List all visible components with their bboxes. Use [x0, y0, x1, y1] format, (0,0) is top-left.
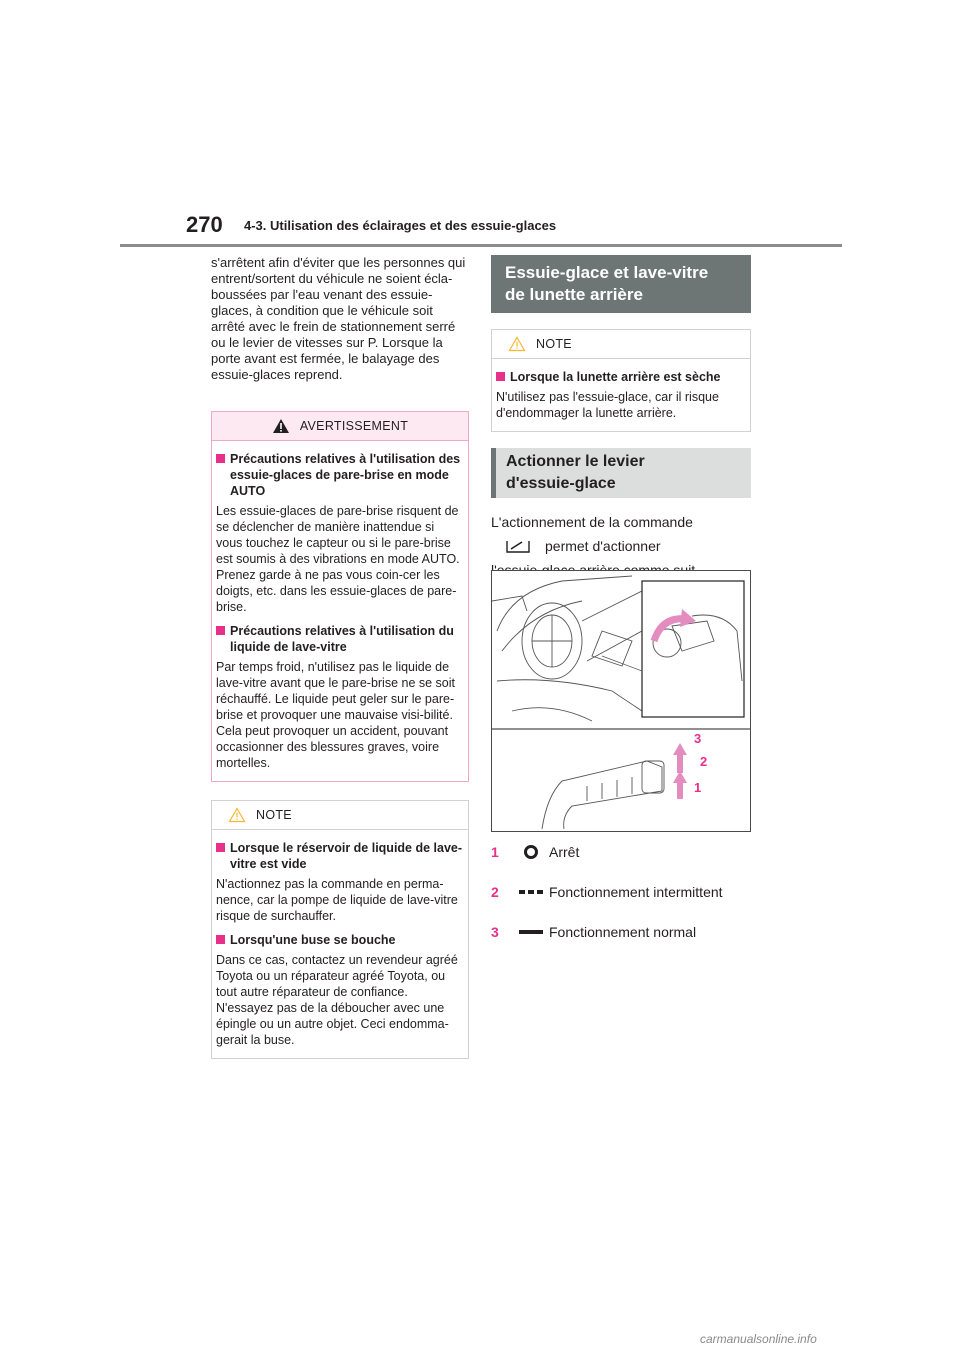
rear-note-header: [492, 330, 750, 359]
solid-bar-icon: [519, 925, 543, 939]
rear-note-box: [491, 329, 751, 432]
off-ring-icon: [519, 845, 543, 859]
figure-label-2: 2: [700, 754, 708, 769]
list-text: Fonctionnement intermittent: [549, 884, 723, 900]
list-item: [491, 922, 751, 942]
wiper-lever-illustration: [492, 571, 750, 831]
list-item: [491, 842, 751, 862]
note-item-title-text: Lorsqu'une buse se bouche: [230, 933, 396, 947]
rear-wiper-heading-line: Essuie-glace et lave-vitre: [505, 263, 709, 282]
warning-box-header: [212, 412, 468, 441]
bullet-square-icon: [216, 454, 225, 463]
rear-wiper-heading-line: de lunette arrière: [505, 285, 643, 304]
warning-box-body: [212, 441, 468, 781]
page-number: 270: [186, 212, 223, 237]
rear-wiper-icon: [505, 538, 531, 554]
rear-note-text: N'utilisez pas l'essuie-glace, car il risque d'endommager la lunette arrière.: [496, 390, 719, 420]
rear-wiper-heading: [491, 255, 751, 313]
list-text: Arrêt: [549, 844, 580, 860]
list-item: [491, 882, 751, 902]
lever-paragraph-line-icon: [491, 534, 751, 558]
warning-label: AVERTISSEMENT: [299, 419, 409, 433]
caution-outline-icon: [228, 807, 246, 823]
right-column: [491, 255, 751, 582]
header-rule: [120, 244, 842, 247]
note-item-text: N'actionnez pas la commande en perma-nence, car la pompe de liquide de lave-vitre risque de surchauffer.: [216, 877, 458, 923]
note-box-body: [212, 830, 468, 1058]
caution-outline-icon: [508, 336, 526, 352]
note-box-header: [212, 801, 468, 830]
lever-paragraph-line: permet d'actionner: [545, 538, 661, 554]
list-number: 1: [491, 844, 499, 860]
figure-label-3: 3: [694, 731, 702, 746]
note-item-title: [216, 840, 464, 872]
warning-item-title-text: Précautions relatives à l'utilisation du liquide de lave-vitre: [230, 624, 454, 654]
dashed-bar-icon: [519, 885, 543, 899]
bullet-square-icon: [496, 372, 505, 381]
bullet-square-icon: [216, 843, 225, 852]
warning-triangle-icon: [272, 418, 290, 434]
list-number: 2: [491, 884, 499, 900]
note-item-title-text: Lorsque le réservoir de liquide de lave-vitre est vide: [230, 841, 463, 871]
note-label: NOTE: [256, 808, 292, 822]
warning-box: [211, 411, 469, 782]
warning-item-title: [216, 451, 464, 499]
note-item-title: [216, 932, 464, 948]
list-number: 3: [491, 924, 499, 940]
bullet-square-icon: [216, 935, 225, 944]
wiper-lever-figure: [491, 570, 751, 832]
bullet-square-icon: [216, 626, 225, 635]
note-box: [211, 800, 469, 1059]
warning-item-title: [216, 623, 464, 655]
watermark: carmanualsonline.info: [700, 1332, 817, 1346]
note-item-text: Dans ce cas, contactez un revendeur agréé Toyota ou un réparateur agréé Toyota, ou tout autre réparateur de confiance. N'essayez pas de la déboucher avec une épingle ou un autre objet. Ceci endomma-gerait la buse.: [216, 953, 458, 1047]
lever-paragraph-line: L'actionnement de la commande: [491, 514, 693, 530]
mode-list: [491, 842, 751, 942]
warning-item-title-text: Précautions relatives à l'utilisation des essuie-glaces de pare-brise en mode AUTO: [230, 452, 461, 498]
warning-item-text: Les essuie-glaces de pare-brise risquent de se déclencher de manière inattendue si vous touchez le capteur ou si le pare-brise est soumis à des vibrations en mode AUTO. Prenez garde à ne pas vous coin-cer les doigts, etc. dans les essuie-glaces de pare-brise.: [216, 504, 460, 614]
page-header: [0, 0, 960, 250]
list-text: Fonctionnement normal: [549, 924, 697, 940]
lever-subheading-line: Actionner le levier: [506, 453, 645, 470]
lever-subheading-line: d'essuie-glace: [506, 475, 616, 492]
figure-label-1: 1: [694, 780, 702, 795]
rear-note-body: [492, 359, 750, 431]
lever-subheading: [491, 448, 751, 498]
intro-paragraph: s'arrêtent afin d'éviter que les personnes qui entrent/sortent du véhicule ne soient écla-boussées par l'eau venant des essuie-glaces, à condition que le véhicule soit arrêté avec le frein de stationnement serré ou le levier de vitesses sur P. Lorsque la porte avant est fermée, le balayage des essuie-glaces reprend.: [211, 255, 466, 382]
section-title: 4-3. Utilisation des éclairages et des essuie-glaces: [244, 218, 557, 233]
rear-note-title-text: Lorsque la lunette arrière est sèche: [510, 370, 721, 384]
rear-note-title: [496, 369, 746, 385]
warning-item-text: Par temps froid, n'utilisez pas le liquide de lave-vitre avant que le pare-brise ne se soit réchauffé. Le liquide peut geler sur le pare-brise et provoquer une mauvaise visi-bilité. Cela peut provoquer un accident, pouvant occasionner des blessures graves, voire mortelles.: [216, 660, 456, 770]
rear-note-label: NOTE: [536, 337, 572, 351]
left-column: [211, 255, 469, 1059]
